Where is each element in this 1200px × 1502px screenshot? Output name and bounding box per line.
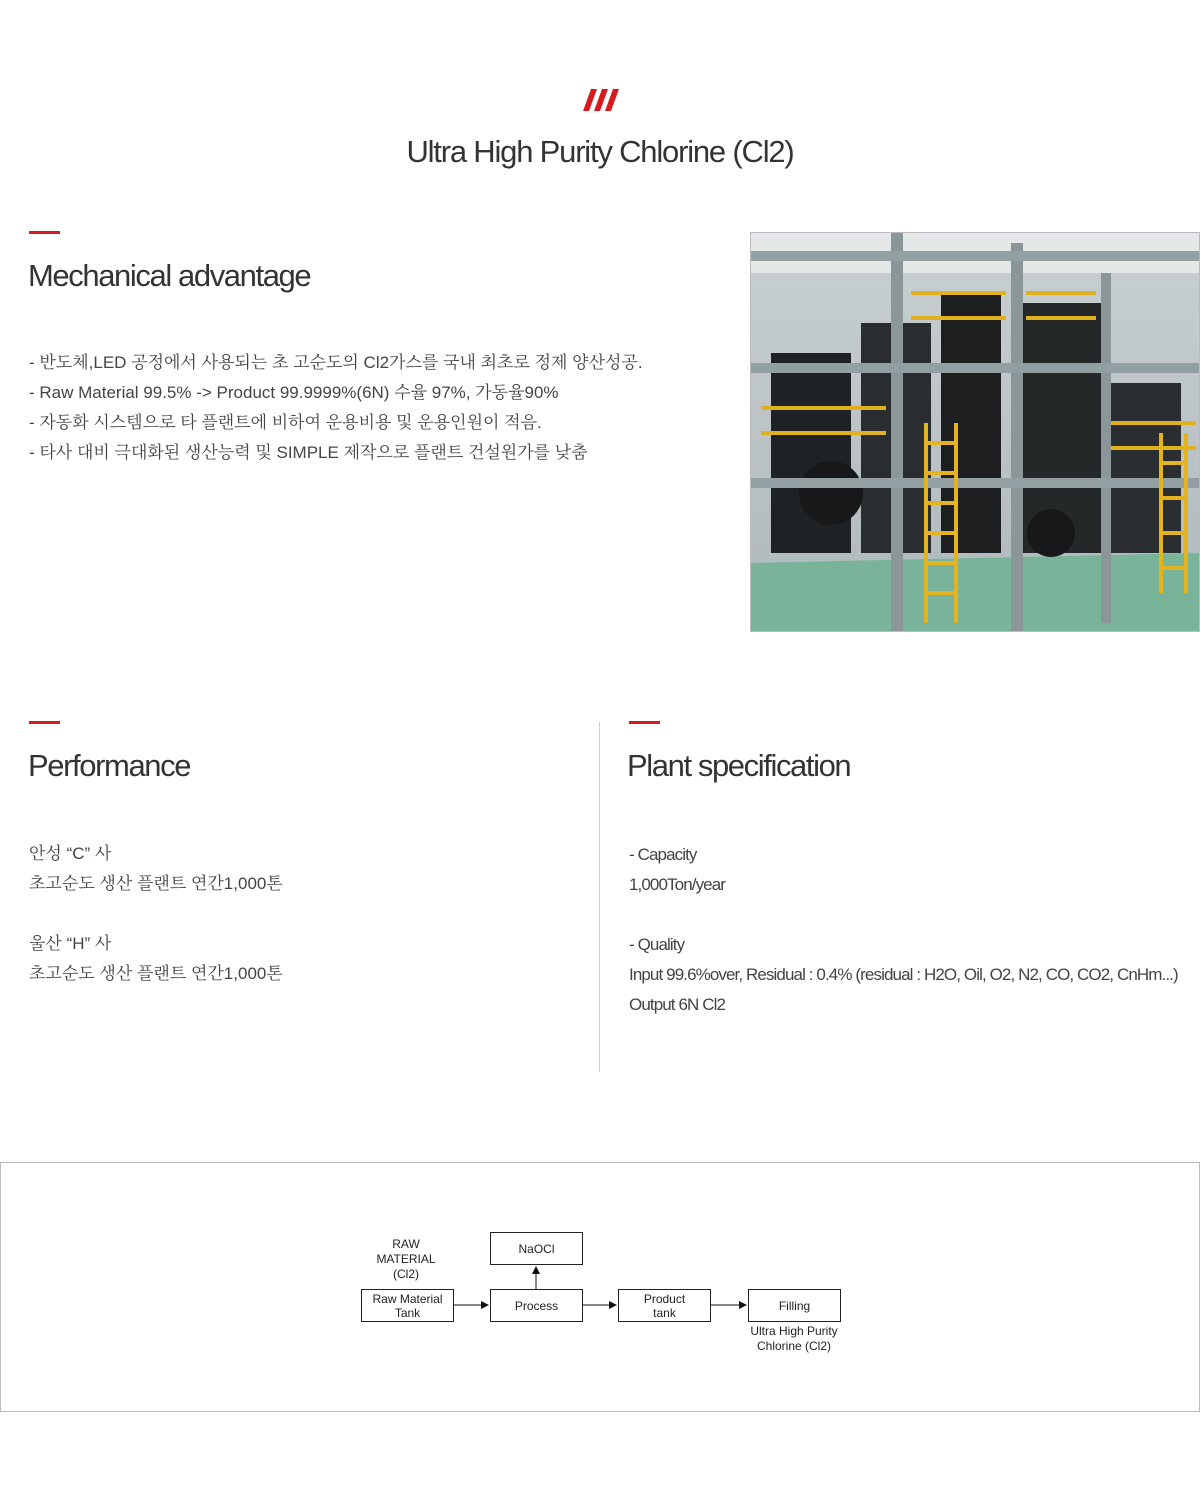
mechanical-line: - Raw Material 99.5% -> Product 99.9999%(6N) 수율 97%, 가동율90%: [29, 383, 559, 402]
plant-photo: [750, 232, 1200, 632]
mechanical-line: - 반도체,LED 공정에서 사용되는 초 고순도의 Cl2가스를 국내 최초로 정제 양산성공.: [29, 353, 643, 372]
performance-company: 울산 “H” 사: [29, 934, 112, 953]
performance-detail: 초고순도 생산 플랜트 연간1,000톤: [29, 874, 283, 893]
mechanical-line: - 자동화 시스템으로 타 플랜트에 비하여 운용비용 및 운용인원이 적음.: [29, 413, 542, 432]
column-divider: [599, 722, 600, 1072]
performance-list: [29, 839, 283, 989]
quality-output: Output 6N Cl2: [629, 995, 726, 1014]
quality-input: Input 99.6%over, Residual : 0.4% (residual : H2O, Oil, O2, N2, CO, CO2, CnHm...): [629, 965, 1178, 984]
performance-company: 안성 “C” 사: [29, 844, 112, 863]
flow-arrows: [1, 1163, 1199, 1411]
filling-node: Filling: [748, 1289, 841, 1322]
mechanical-title: Mechanical advantage: [28, 258, 311, 293]
section-accent-bar: [29, 721, 60, 724]
process-node: Process: [490, 1289, 583, 1322]
plant-spec-list: [629, 840, 1178, 1020]
quality-label: - Quality: [629, 935, 685, 954]
section-accent-bar: [29, 231, 60, 234]
capacity-label: - Capacity: [629, 845, 697, 864]
capacity-value: 1,000Ton/year: [629, 875, 726, 894]
naocl-node: NaOCl: [490, 1232, 583, 1265]
page-title: Ultra High Purity Chlorine (Cl2): [406, 134, 794, 169]
final-product-label: Ultra High Purity Chlorine (Cl2): [750, 1324, 838, 1353]
product-tank-node: Product tank: [618, 1289, 711, 1322]
process-flow-diagram: [0, 1162, 1200, 1412]
performance-detail: 초고순도 생산 플랜트 연간1,000톤: [29, 964, 283, 983]
mechanical-line: - 타사 대비 극대화된 생산능력 및 SIMPLE 제작으로 플랜트 건설원가를 낮춤: [29, 443, 588, 462]
mechanical-list: [29, 348, 643, 468]
performance-title: Performance: [28, 748, 191, 783]
plant-spec-title: Plant specification: [627, 748, 851, 783]
raw-material-tank-node: Raw Material Tank: [361, 1289, 454, 1322]
section-accent-bar: [629, 721, 660, 724]
raw-material-label: RAW MATERIAL (Cl2): [376, 1237, 436, 1281]
slash-logo-icon: [583, 89, 619, 111]
